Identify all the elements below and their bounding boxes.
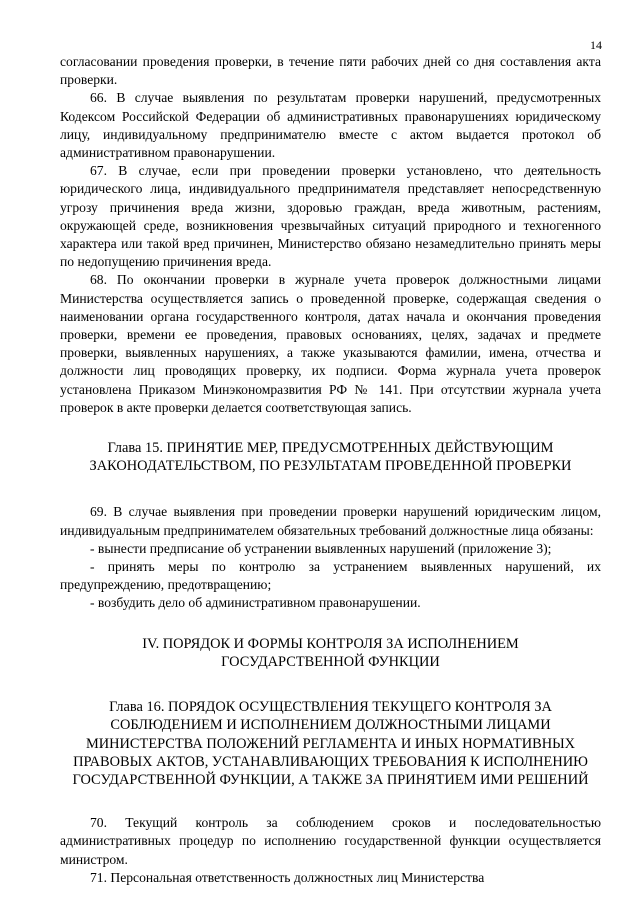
list-item: - вынести предписание об устранении выявленных нарушений (приложение 3); bbox=[90, 540, 552, 556]
paragraph-70: 70. Текущий контроль за соблюдением сроков и последовательностью административных процедур по исполнению государственной функции осуществляется министром. bbox=[60, 815, 601, 867]
list-item: - возбудить дело об административном правонарушении. bbox=[90, 595, 421, 611]
paragraph-67: 67. В случае, если при проведении проверки установлено, что деятельность юридического лица, индивидуального предпринимателя представляет непосредственную угрозу причинения вреда жизни, здоровью граждан, вреда животным, растениям, окружающей среде, возникновения чрезвычайных ситуаций природного и техногенного характера или такой вред причинен, Министерство обязано незамедлительно принять меры по недопущению причинения вреда. bbox=[60, 163, 601, 270]
chapter-15-heading: Глава 15. ПРИНЯТИЕ МЕР, ПРЕДУСМОТРЕННЫХ ДЕЙСТВУЮЩИМ ЗАКОНОДАТЕЛЬСТВОМ, ПО РЕЗУЛЬТАТАМ ПРОВЕДЕННОЙ ПРОВЕРКИ bbox=[89, 440, 572, 475]
section-iv-heading: IV. ПОРЯДОК И ФОРМЫ КОНТРОЛЯ ЗА ИСПОЛНЕНИЕМ ГОСУДАРСТВЕННОЙ ФУНКЦИИ bbox=[142, 635, 519, 670]
paragraph-69: 69. В случае выявления при проведении проверки нарушений юридическим лицом, индивидуальным предпринимателем обязательных требований должностные лица обязаны: bbox=[60, 504, 601, 538]
paragraph-71: 71. Персональная ответственность должностных лиц Министерства bbox=[90, 869, 485, 885]
paragraph-continuation: согласовании проведения проверки, в течение пяти рабочих дней со дня составления акта проверки. bbox=[60, 54, 601, 88]
paragraph-68: 68. По окончании проверки в журнале учета проверок должностными лицами Министерства осуществляется запись о проведенной проверке, содержащая сведения о наименовании органа государственного контроля, датах начала и окончания проведения проверки, времени ее проведения, правовых основаниях, целях, задачах и предмете проверки, выявленных нарушениях, а также указываются фамилии, имена, отчества и должности лиц проводящих проверку, их подписи. Форма журнала учета проверок установлена Приказом Минэкономразвития РФ № 141. При отсутствии журнала учета проверок в акте проверки делается соответствующая запись. bbox=[60, 272, 601, 415]
paragraph-66: 66. В случае выявления по результатам проверки нарушений, предусмотренных Кодексом Российской Федерации об административных правонарушениях юридическому лицу, индивидуальному предпринимателю вместе с актом выдается протокол об административном правонарушении. bbox=[60, 90, 601, 161]
page-number: 14 bbox=[590, 38, 602, 52]
chapter-16-heading: Глава 16. ПОРЯДОК ОСУЩЕСТВЛЕНИЯ ТЕКУЩЕГО КОНТРОЛЯ ЗА СОБЛЮДЕНИЕМ И ИСПОЛНЕНИЕМ ДОЛЖНОСТНЫМИ ЛИЦАМИ МИНИСТЕРСТВА ПОЛОЖЕНИЙ РЕГЛАМЕНТА И ИНЫХ НОРМАТИВНЫХ ПРАВОВЫХ АКТОВ, УСТАНАВЛИВАЮЩИХ ТРЕБОВАНИЯ К ИСПОЛНЕНИЮ ГОСУДАРСТВЕННОЙ ФУНКЦИИ, А ТАКЖЕ ЗА ПРИНЯТИЕМ ИМИ РЕШЕНИЙ bbox=[72, 699, 589, 788]
document-body bbox=[60, 53, 601, 887]
list-item: - принять меры по контролю за устранением выявленных нарушений, их предупреждению, предотвращению; bbox=[60, 559, 601, 593]
